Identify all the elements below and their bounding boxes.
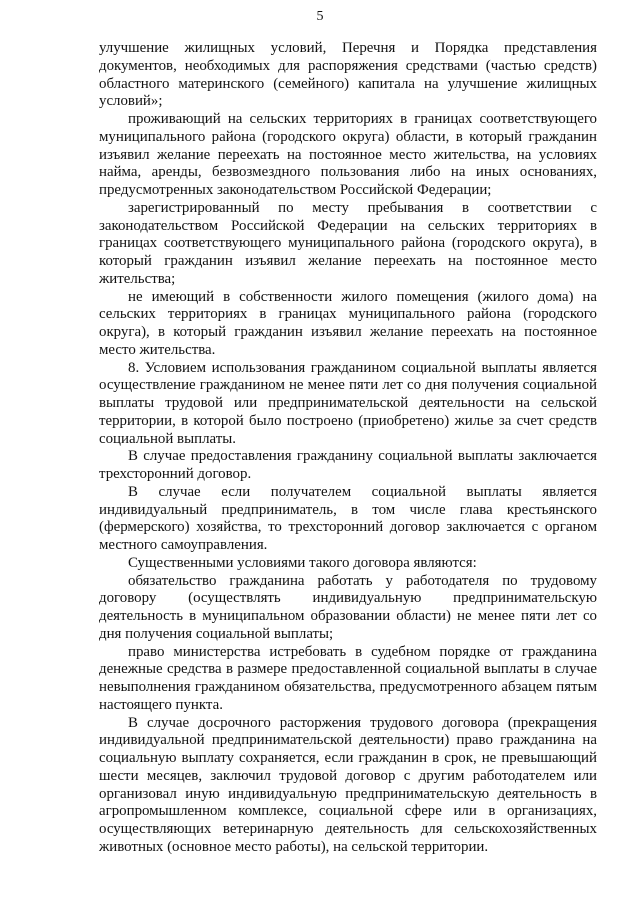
- paragraph-entrepreneur: В случае если получателем социальной выплаты является индивидуальный предприниматель, в том числе глава крестьянского (фермерского) хозяйства, то трехсторонний договор заключается с органом местного самоуправления.: [99, 483, 597, 553]
- paragraph-registered-temporary: зарегистрированный по месту пребывания в соответствии с законодательством Российской Федерации на сельских территориях в границах соответствующего муниципального района (городского округа), в который гражданин изъявил желание переехать на постоянное место жительства;: [99, 199, 597, 287]
- paragraph-obligation: обязательство гражданина работать у работодателя по трудовому договору (осуществлять индивидуальную предпринимательскую деятельность в муниципальном образовании области) не менее пяти лет со дня получения социальной выплаты;: [99, 572, 597, 642]
- paragraph-tripartite-agreement: В случае предоставления гражданину социальной выплаты заключается трехсторонний договор.: [99, 448, 597, 482]
- paragraph-residing-rural: проживающий на сельских территориях в границах соответствующего муниципального района (городского округа) области, в который гражданин изъявил желание переехать на постоянное место жительства, на условиях найма, аренды, безвозмездного пользования либо на иных основаниях, предусмотренных законодательством Российской Федерации;: [99, 111, 597, 198]
- document-body: [99, 40, 597, 857]
- paragraph-essential-conditions: Существенными условиями такого договора являются:: [128, 554, 477, 571]
- paragraph-no-housing: не имеющий в собственности жилого помещения (жилого дома) на сельских территориях в границах муниципального района (городского округа), в который гражданин изъявил желание переехать на постоянное место жительства.: [99, 288, 597, 358]
- page-number: 5: [316, 9, 324, 24]
- paragraph-clause-8: 8. Условием использования гражданином социальной выплаты является осуществление гражданином не менее пяти лет со дня получения социальной выплаты трудовой или предпринимательской деятельности на сельской территории, в которой было построено (приобретено) жилье за счет средств социальной выплаты.: [99, 359, 597, 447]
- paragraph-early-termination: В случае досрочного расторжения трудового договора (прекращения индивидуальной предпринимательской деятельности) право гражданина на социальную выплату сохраняется, если гражданин в срок, не превышающий шести месяцев, заключил трудовой договор с другим работодателем или организовал иную индивидуальную предпринимательскую деятельность в агропромышленном комплексе, социальной сфере или в организациях, осуществляющих ветеринарную деятельность для сельскохозяйственных животных (основное место работы), на сельской территории.: [99, 714, 597, 855]
- paragraph-ministry-right: право министерства истребовать в судебном порядке от гражданина денежные средства в размере предоставленной социальной выплаты в случае невыполнения гражданином обязательства, предусмотренного абзацем пятым настоящего пункта.: [99, 643, 597, 713]
- paragraph-continued: улучшение жилищных условий, Перечня и Порядка представления документов, необходимых для распоряжения средствами (частью средств) областного материнского (семейного) капитала на улучшение жилищных условий»;: [99, 40, 597, 110]
